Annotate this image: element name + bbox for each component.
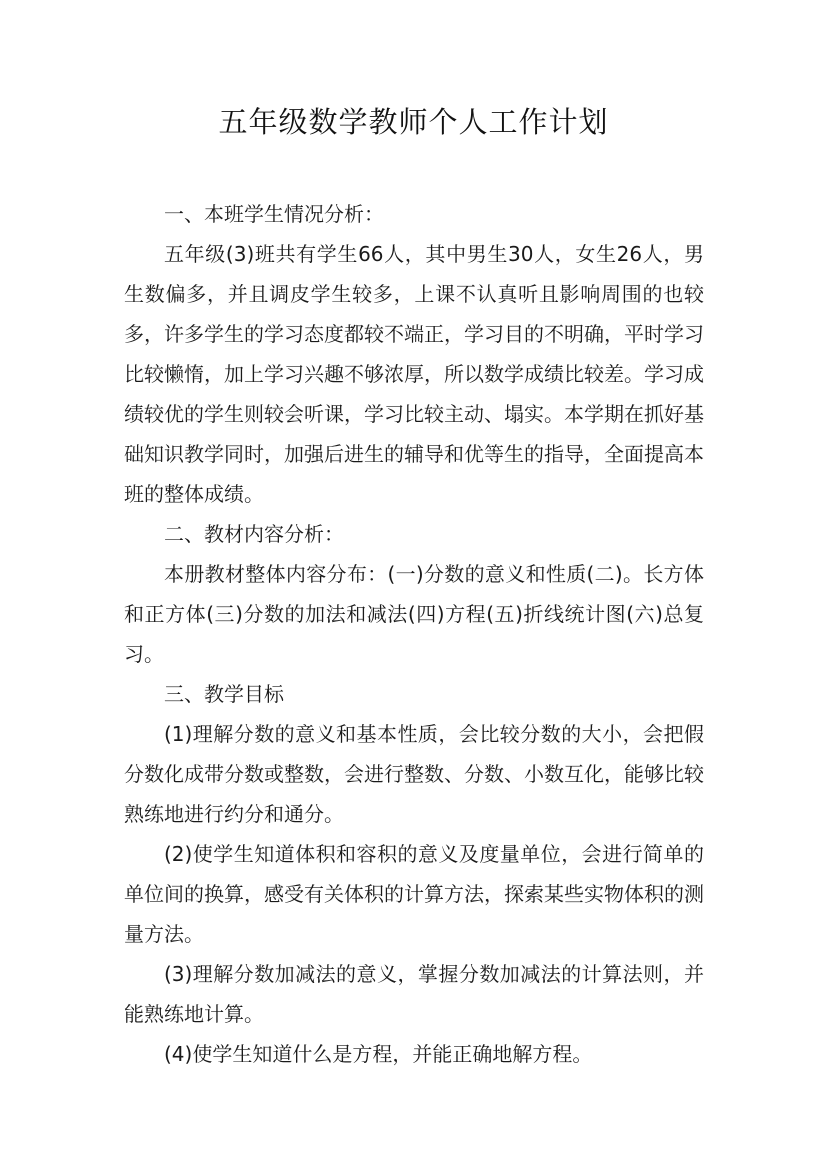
paragraph-student-analysis: 五年级(3)班共有学生66人，其中男生30人，女生26人，男生数偏多，并且调皮学生较多，上课不认真听且影响周围的也较多，许多学生的学习态度都较不端正，学习目的不明确，平时学习比较懒惰，加上学习兴趣不够浓厚，所以数学成绩比较差。学习成绩较优的学生则较会听课，学习比较主动、塌实。本学期在抓好基础知识教学同时，加强后进生的辅导和优等生的指导，全面提高本班的整体成绩。 <box>124 242 704 506</box>
section-heading-teaching-goals: 三、教学目标 <box>164 682 284 706</box>
paragraph-textbook-content: 本册教材整体内容分布：(一)分数的意义和性质(二)。长方体和正方体(三)分数的加法和减法(四)方程(五)折线统计图(六)总复习。 <box>124 562 704 666</box>
paragraph-goal-3: (3)理解分数加减法的意义，掌握分数加减法的计算法则，并能熟练地计算。 <box>124 962 704 1026</box>
section-heading-textbook-analysis: 二、教材内容分析： <box>164 522 344 546</box>
paragraph-goal-4: (4)使学生知道什么是方程，并能正确地解方程。 <box>164 1042 593 1066</box>
document-title: 五年级数学教师个人工作计划 <box>218 105 609 139</box>
document-body <box>124 194 704 1074</box>
paragraph-goal-2: (2)使学生知道体积和容积的意义及度量单位，会进行简单的单位间的换算，感受有关体积的计算方法，探索某些实物体积的测量方法。 <box>124 842 704 946</box>
section-heading-student-analysis: 一、本班学生情况分析： <box>164 202 384 226</box>
paragraph-goal-1: (1)理解分数的意义和基本性质，会比较分数的大小，会把假分数化成带分数或整数，会进行整数、分数、小数互化，能够比较熟练地进行约分和通分。 <box>124 722 704 826</box>
